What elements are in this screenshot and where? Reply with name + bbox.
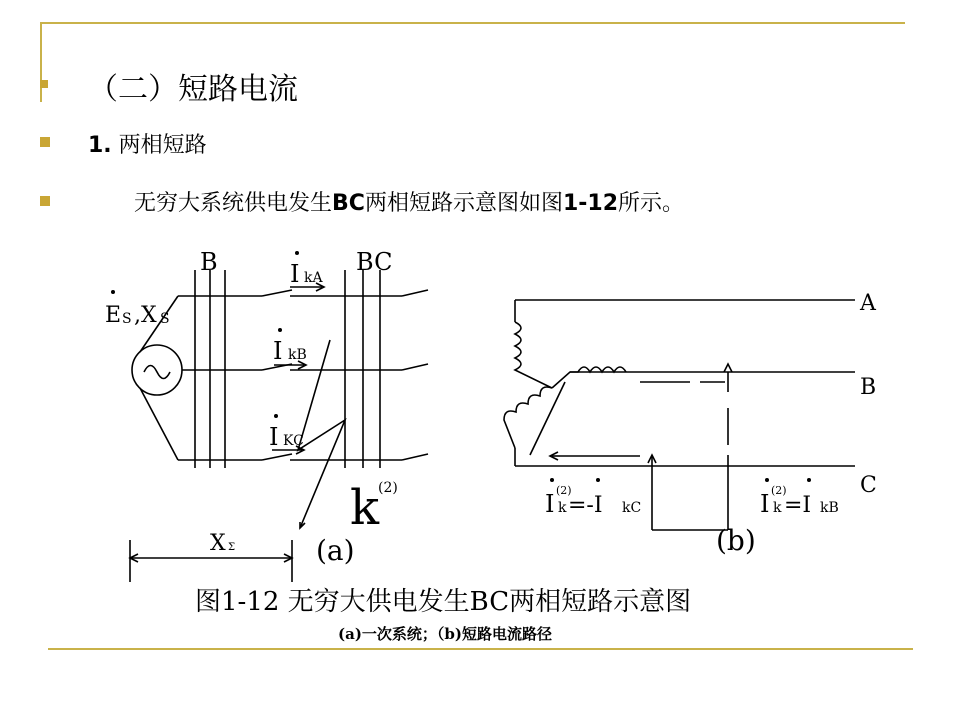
current-ikc-sub: KC (283, 433, 304, 449)
eq-left-sub: k (558, 500, 567, 516)
bus-label-bc: BC (356, 248, 393, 276)
bullet-1-text: 两相短路 (111, 133, 207, 158)
eq-right-sup: (2) (771, 484, 787, 497)
current-ika-main: I (290, 260, 300, 288)
bullet-2-part3: 所示。 (618, 191, 685, 216)
bullet-2-part1: 无穷大系统供电发生 (134, 191, 333, 216)
generator-wave (144, 366, 170, 379)
source-x: ,X (134, 303, 157, 328)
eq-right-lhs: I (760, 490, 770, 518)
phasor-dot (550, 478, 554, 482)
source-label (105, 290, 170, 328)
switch-c2 (402, 454, 428, 460)
fault-k: k (350, 480, 380, 536)
diagram-a (130, 270, 428, 582)
fault-sup: (2) (378, 480, 398, 496)
eq-left-rhs: =-I (568, 493, 603, 518)
coil-phase-c (504, 387, 552, 448)
phasor-dot (596, 478, 600, 482)
bus-label-b: B (200, 248, 218, 276)
current-label-ikc (269, 414, 304, 451)
part-label-a: (a) (316, 534, 355, 567)
source-e: E (105, 303, 122, 328)
phasor-dot (111, 290, 115, 294)
bullet-2-fig: 1-12 (562, 191, 619, 216)
bullet-2-bc: BC (332, 191, 365, 216)
eq-left-lhs: I (545, 490, 555, 518)
phasor-dot (765, 478, 769, 482)
bullet-1-number: 1. (88, 133, 112, 158)
coil-phase-a (515, 322, 552, 388)
current-ika-sub: kA (304, 270, 323, 286)
phasor-dot (807, 478, 811, 482)
eq-right-rhs: =I (784, 493, 812, 518)
current-ikc-main: I (269, 423, 279, 451)
current-label-ikb (273, 328, 307, 365)
reactance-label: X (210, 531, 226, 556)
phase-a-label: A (860, 291, 876, 316)
source-x-sub: S (160, 311, 170, 327)
phase-c-label: C (860, 473, 877, 498)
current-ikb-main: I (273, 337, 283, 365)
bullet-2-part2: 两相短路示意图如图 (364, 191, 563, 216)
switch-a2 (402, 290, 428, 296)
fault-path (298, 340, 345, 528)
reactance-sub: Σ (228, 542, 236, 553)
part-label-b: (b) (716, 524, 756, 557)
eq-left-rhs-sub: kC (622, 500, 642, 516)
source-e-sub: S (122, 311, 132, 327)
switch-b2 (402, 364, 428, 370)
current-ikb-sub: kB (288, 347, 307, 363)
current-label-ika (290, 251, 323, 288)
phasor-dot (274, 414, 278, 418)
phasor-dot (295, 251, 299, 255)
equation-right (760, 478, 839, 518)
figure-subcaption: (a)一次系统；（b)短路电流路径 (338, 625, 553, 643)
generator-symbol (132, 345, 182, 395)
switch-c1 (262, 454, 345, 460)
eq-right-sub: k (773, 500, 782, 516)
eq-right-rhs-sub: kB (820, 500, 839, 516)
phasor-dot (278, 328, 282, 332)
figure-caption: 图1-12 无穷大供电发生BC两相短路示意图 (195, 587, 692, 617)
phase-b-label: B (860, 375, 877, 400)
slide-title: （二）短路电流 (88, 72, 298, 107)
switch-a1 (262, 290, 345, 296)
equation-left (545, 478, 641, 518)
eq-left-sup: (2) (556, 484, 572, 497)
